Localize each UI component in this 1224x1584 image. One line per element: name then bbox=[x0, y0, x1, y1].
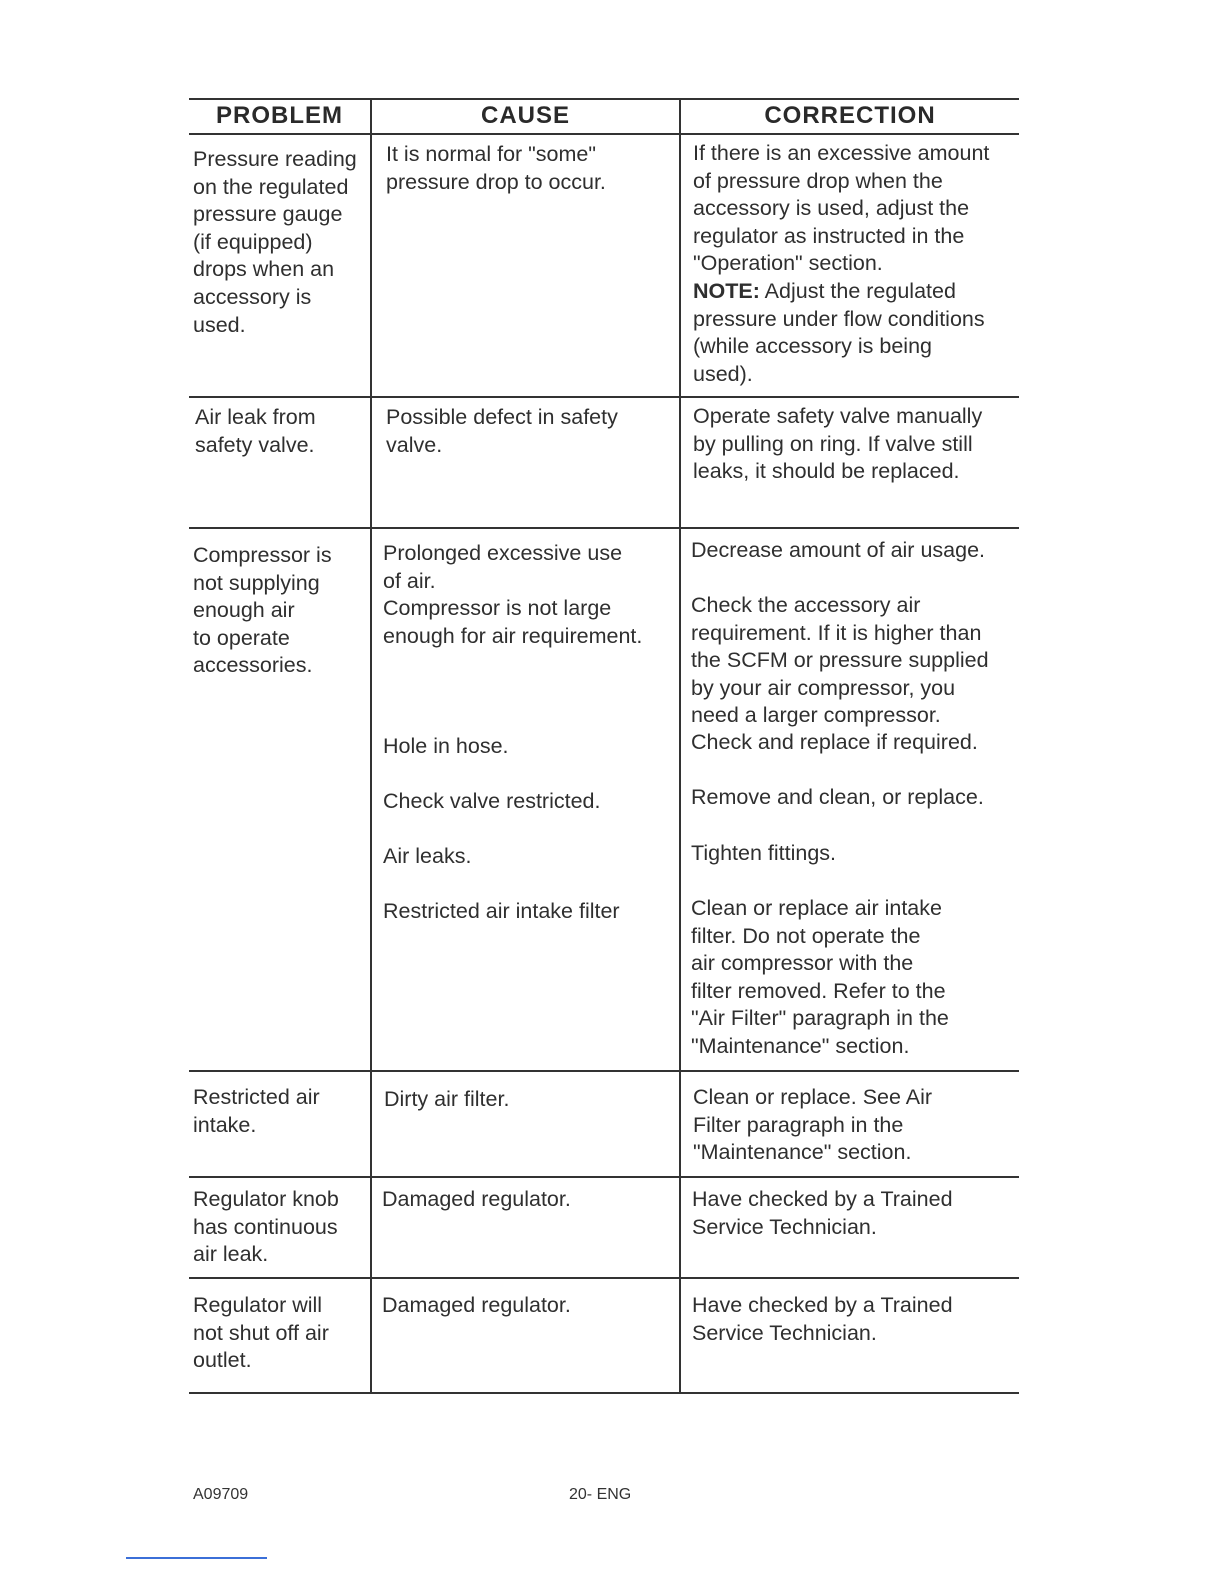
problem-cell: Pressure reading on the regulated pressure gauge (if equipped) drops when an accessory is used. bbox=[193, 147, 357, 337]
column-divider bbox=[370, 98, 372, 1392]
cause-cell: Damaged regulator. bbox=[382, 1187, 571, 1211]
cause-item: Prolonged excessive use of air. bbox=[383, 541, 623, 593]
correction-item: Check and replace if required. bbox=[691, 730, 978, 754]
row-divider bbox=[189, 1176, 1019, 1178]
problem-cell: Compressor is not supplying enough air to operate accessories. bbox=[193, 543, 332, 678]
header-problem: PROBLEM bbox=[216, 102, 343, 129]
correction-cell: Operate safety valve manually by pulling on ring. If valve still leaks, it should be replaced. bbox=[693, 404, 983, 484]
correction-item: Check the accessory air requirement. If it is higher than the SCFM or pressure supplied by your air compressor, you need a larger compressor. bbox=[691, 593, 989, 728]
document-code: A09709 bbox=[193, 1486, 249, 1503]
cause-item: Restricted air intake filter bbox=[383, 899, 620, 923]
cause-item: Check valve restricted. bbox=[383, 789, 601, 813]
cause-cell: Dirty air filter. bbox=[384, 1087, 510, 1111]
cause-item: Air leaks. bbox=[383, 844, 472, 868]
correction-item: Decrease amount of air usage. bbox=[691, 538, 985, 562]
column-divider bbox=[679, 98, 681, 1392]
table-top-rule bbox=[189, 98, 1019, 100]
page-number: 20- ENG bbox=[569, 1486, 632, 1503]
correction-text: If there is an excessive amount of pressure drop when the accessory is used, adjust the regulator as instructed in the "Operation" section. bbox=[693, 141, 990, 276]
problem-cell: Regulator knob has continuous air leak. bbox=[193, 1187, 339, 1267]
header-bottom-rule bbox=[189, 133, 1019, 135]
problem-cell: Air leak from safety valve. bbox=[195, 405, 316, 457]
header-correction: CORRECTION bbox=[764, 102, 936, 129]
bottom-underline-link[interactable] bbox=[126, 1557, 267, 1559]
row-divider bbox=[189, 1277, 1019, 1279]
correction-cell bbox=[693, 140, 989, 388]
cause-cell: It is normal for "some" pressure drop to occur. bbox=[386, 142, 606, 194]
cause-item: Hole in hose. bbox=[383, 734, 509, 758]
table-bottom-rule bbox=[189, 1392, 1019, 1394]
problem-cell: Regulator will not shut off air outlet. bbox=[193, 1293, 329, 1373]
correction-cell: Have checked by a Trained Service Technician. bbox=[692, 1187, 953, 1239]
header-cause: CAUSE bbox=[480, 102, 570, 129]
row-divider bbox=[189, 527, 1019, 529]
cause-cell: Possible defect in safety valve. bbox=[386, 405, 618, 457]
problem-cell: Restricted air intake. bbox=[193, 1085, 320, 1137]
cause-item: Compressor is not large enough for air requirement. bbox=[383, 596, 643, 648]
correction-item: Clean or replace air intake filter. Do not operate the air compressor with the filter removed. Refer to the "Air Filter" paragraph in the "Maintenance" section. bbox=[691, 896, 949, 1058]
cause-cell: Damaged regulator. bbox=[382, 1293, 571, 1317]
note-label: NOTE: bbox=[693, 278, 760, 303]
correction-cell: Have checked by a Trained Service Technician. bbox=[692, 1293, 953, 1345]
row-divider bbox=[189, 1070, 1019, 1072]
note-text: Adjust the regulated pressure under flow conditions (while accessory is being used). bbox=[693, 278, 985, 386]
correction-item: Remove and clean, or replace. bbox=[691, 785, 984, 809]
correction-item: Tighten fittings. bbox=[691, 841, 836, 865]
row-divider bbox=[189, 396, 1019, 398]
correction-cell: Clean or replace. See Air Filter paragraph in the "Maintenance" section. bbox=[693, 1085, 933, 1165]
